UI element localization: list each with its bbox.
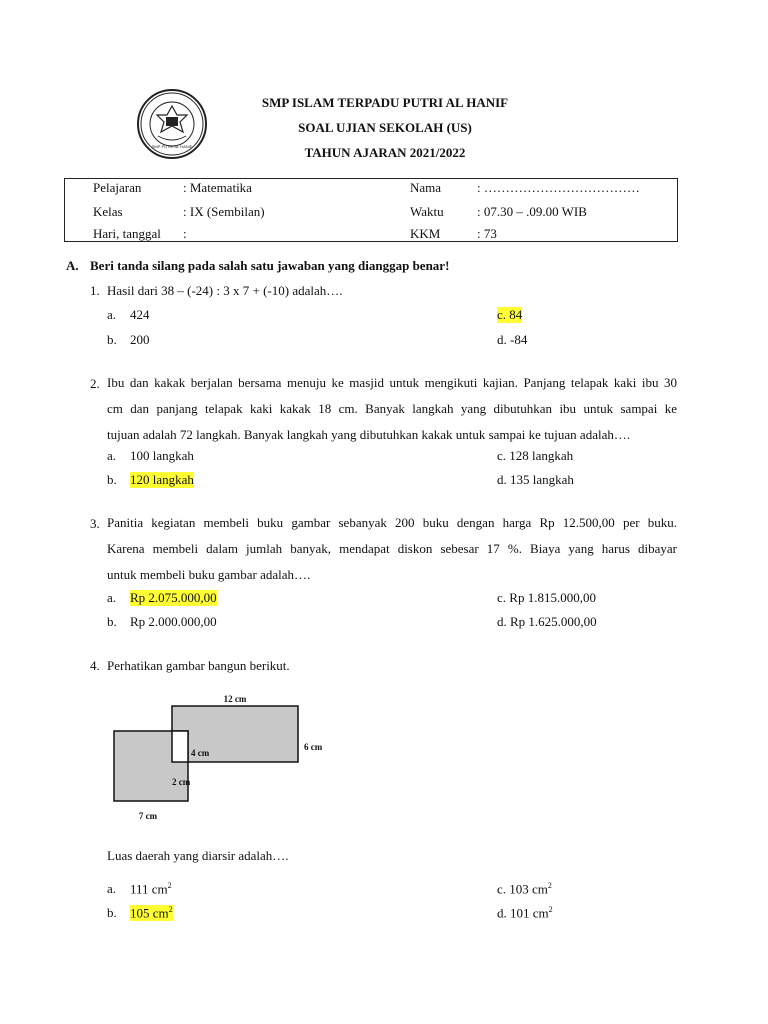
- question-text: Hasil dari 38 – (-24) : 3 x 7 + (-10) adalah….: [107, 283, 343, 298]
- question-text: Perhatikan gambar bangun berikut.: [107, 658, 290, 673]
- label-6cm: 6 cm: [304, 742, 323, 752]
- label-7cm: 7 cm: [138, 811, 158, 821]
- option-c[interactable]: c. 103 $cm^2$: [497, 881, 552, 897]
- option-c-correct[interactable]: c. 84: [497, 307, 523, 322]
- question-line: untuk membeli buku gambar adalah….: [107, 567, 311, 582]
- option-letter-b: b.: [107, 614, 117, 629]
- question-line: Panitia kegiatan membeli buku gambar sebanyak 200 buku dengan harga Rp 12.500,00 per buku.: [107, 515, 677, 530]
- school-logo: [136, 88, 208, 160]
- time-label: Waktu: [410, 204, 444, 219]
- exam-info-table: [64, 178, 678, 242]
- option-c[interactable]: c. 128 langkah: [497, 448, 574, 463]
- question-prompt: Luas daerah yang diarsir adalah….: [107, 848, 289, 863]
- question-text: [107, 510, 677, 588]
- option-letter-b: b.: [107, 905, 117, 920]
- label-2cm: 2 cm: [172, 777, 191, 787]
- option-letter-a: a.: [107, 590, 117, 605]
- question-text: [107, 370, 677, 448]
- option-d[interactable]: d. 135 langkah: [497, 472, 574, 487]
- academic-year: TAHUN AJARAN 2021/2022: [304, 145, 466, 160]
- option-letter-a: a.: [107, 881, 117, 896]
- question-number: 1.: [90, 283, 100, 298]
- exam-title: SOAL UJIAN SEKOLAH (US): [298, 120, 472, 135]
- subject-value: : Matematika: [183, 180, 252, 195]
- question-line: tujuan adalah 72 langkah. Banyak langkah yang dibutuhkan kakak untuk sampai ke tujuan adalah….: [107, 427, 631, 442]
- option-a-correct[interactable]: Rp 2.075.000,00: [130, 590, 217, 605]
- option-b[interactable]: 200: [130, 332, 150, 347]
- option-a[interactable]: 111 $cm^2$: [130, 881, 172, 897]
- option-a[interactable]: 424: [130, 307, 150, 322]
- question-line: Ibu dan kakak berjalan bersama menuju ke masjid untuk mengikuti kajian. Panjang telapak kaki ibu 30: [107, 375, 677, 390]
- name-label: Nama: [410, 180, 442, 195]
- overlapping-rectangles-figure: [100, 688, 340, 823]
- option-c[interactable]: c. Rp 1.815.000,00: [497, 590, 596, 605]
- option-b-correct[interactable]: 120 langkah: [130, 472, 194, 487]
- label-4cm: 4 cm: [191, 748, 210, 758]
- kkm-label: KKM: [410, 226, 441, 241]
- question-number: 2.: [90, 376, 100, 391]
- option-d[interactable]: d. -84: [497, 332, 528, 347]
- subject-label: Pelajaran: [93, 180, 142, 195]
- option-letter-b: b.: [107, 472, 117, 487]
- option-b-correct[interactable]: 105 $cm^2$: [130, 905, 173, 921]
- school-name: SMP ISLAM TERPADU PUTRI AL HANIF: [261, 95, 509, 110]
- option-letter-a: a.: [107, 448, 117, 463]
- section-marker: A.: [66, 258, 79, 273]
- time-value: : 07.30 – .09.00 WIB: [477, 204, 587, 219]
- question-line: cm dan panjang telapak kaki kakak 18 cm. Banyak langkah yang dibutuhkan ibu untuk sampai ke: [107, 401, 677, 416]
- option-letter-b: b.: [107, 332, 117, 347]
- option-d[interactable]: d. Rp 1.625.000,00: [497, 614, 597, 629]
- label-12cm: 12 cm: [223, 694, 247, 704]
- option-d[interactable]: d. 101 $cm^2$: [497, 905, 553, 921]
- question-number: 3.: [90, 516, 100, 531]
- kkm-value: : 73: [477, 226, 497, 241]
- svg-text:SMP PUTRI AL HANIF: SMP PUTRI AL HANIF: [151, 144, 193, 149]
- date-value: :: [183, 226, 187, 241]
- name-value: : ………………………………: [477, 180, 640, 195]
- class-value: : IX (Sembilan): [183, 204, 265, 219]
- date-label: Hari, tanggal: [93, 226, 161, 241]
- section-instruction: Beri tanda silang pada salah satu jawaban yang dianggap benar!: [90, 258, 450, 273]
- class-label: Kelas: [93, 204, 123, 219]
- question-line: Karena membeli dalam jumlah banyak, mendapat diskon sebesar 17 %. Biaya yang harus dibayar: [107, 541, 677, 556]
- option-letter-a: a.: [107, 307, 117, 322]
- option-b[interactable]: Rp 2.000.000,00: [130, 614, 217, 629]
- question-number: 4.: [90, 658, 100, 673]
- option-a[interactable]: 100 langkah: [130, 448, 194, 463]
